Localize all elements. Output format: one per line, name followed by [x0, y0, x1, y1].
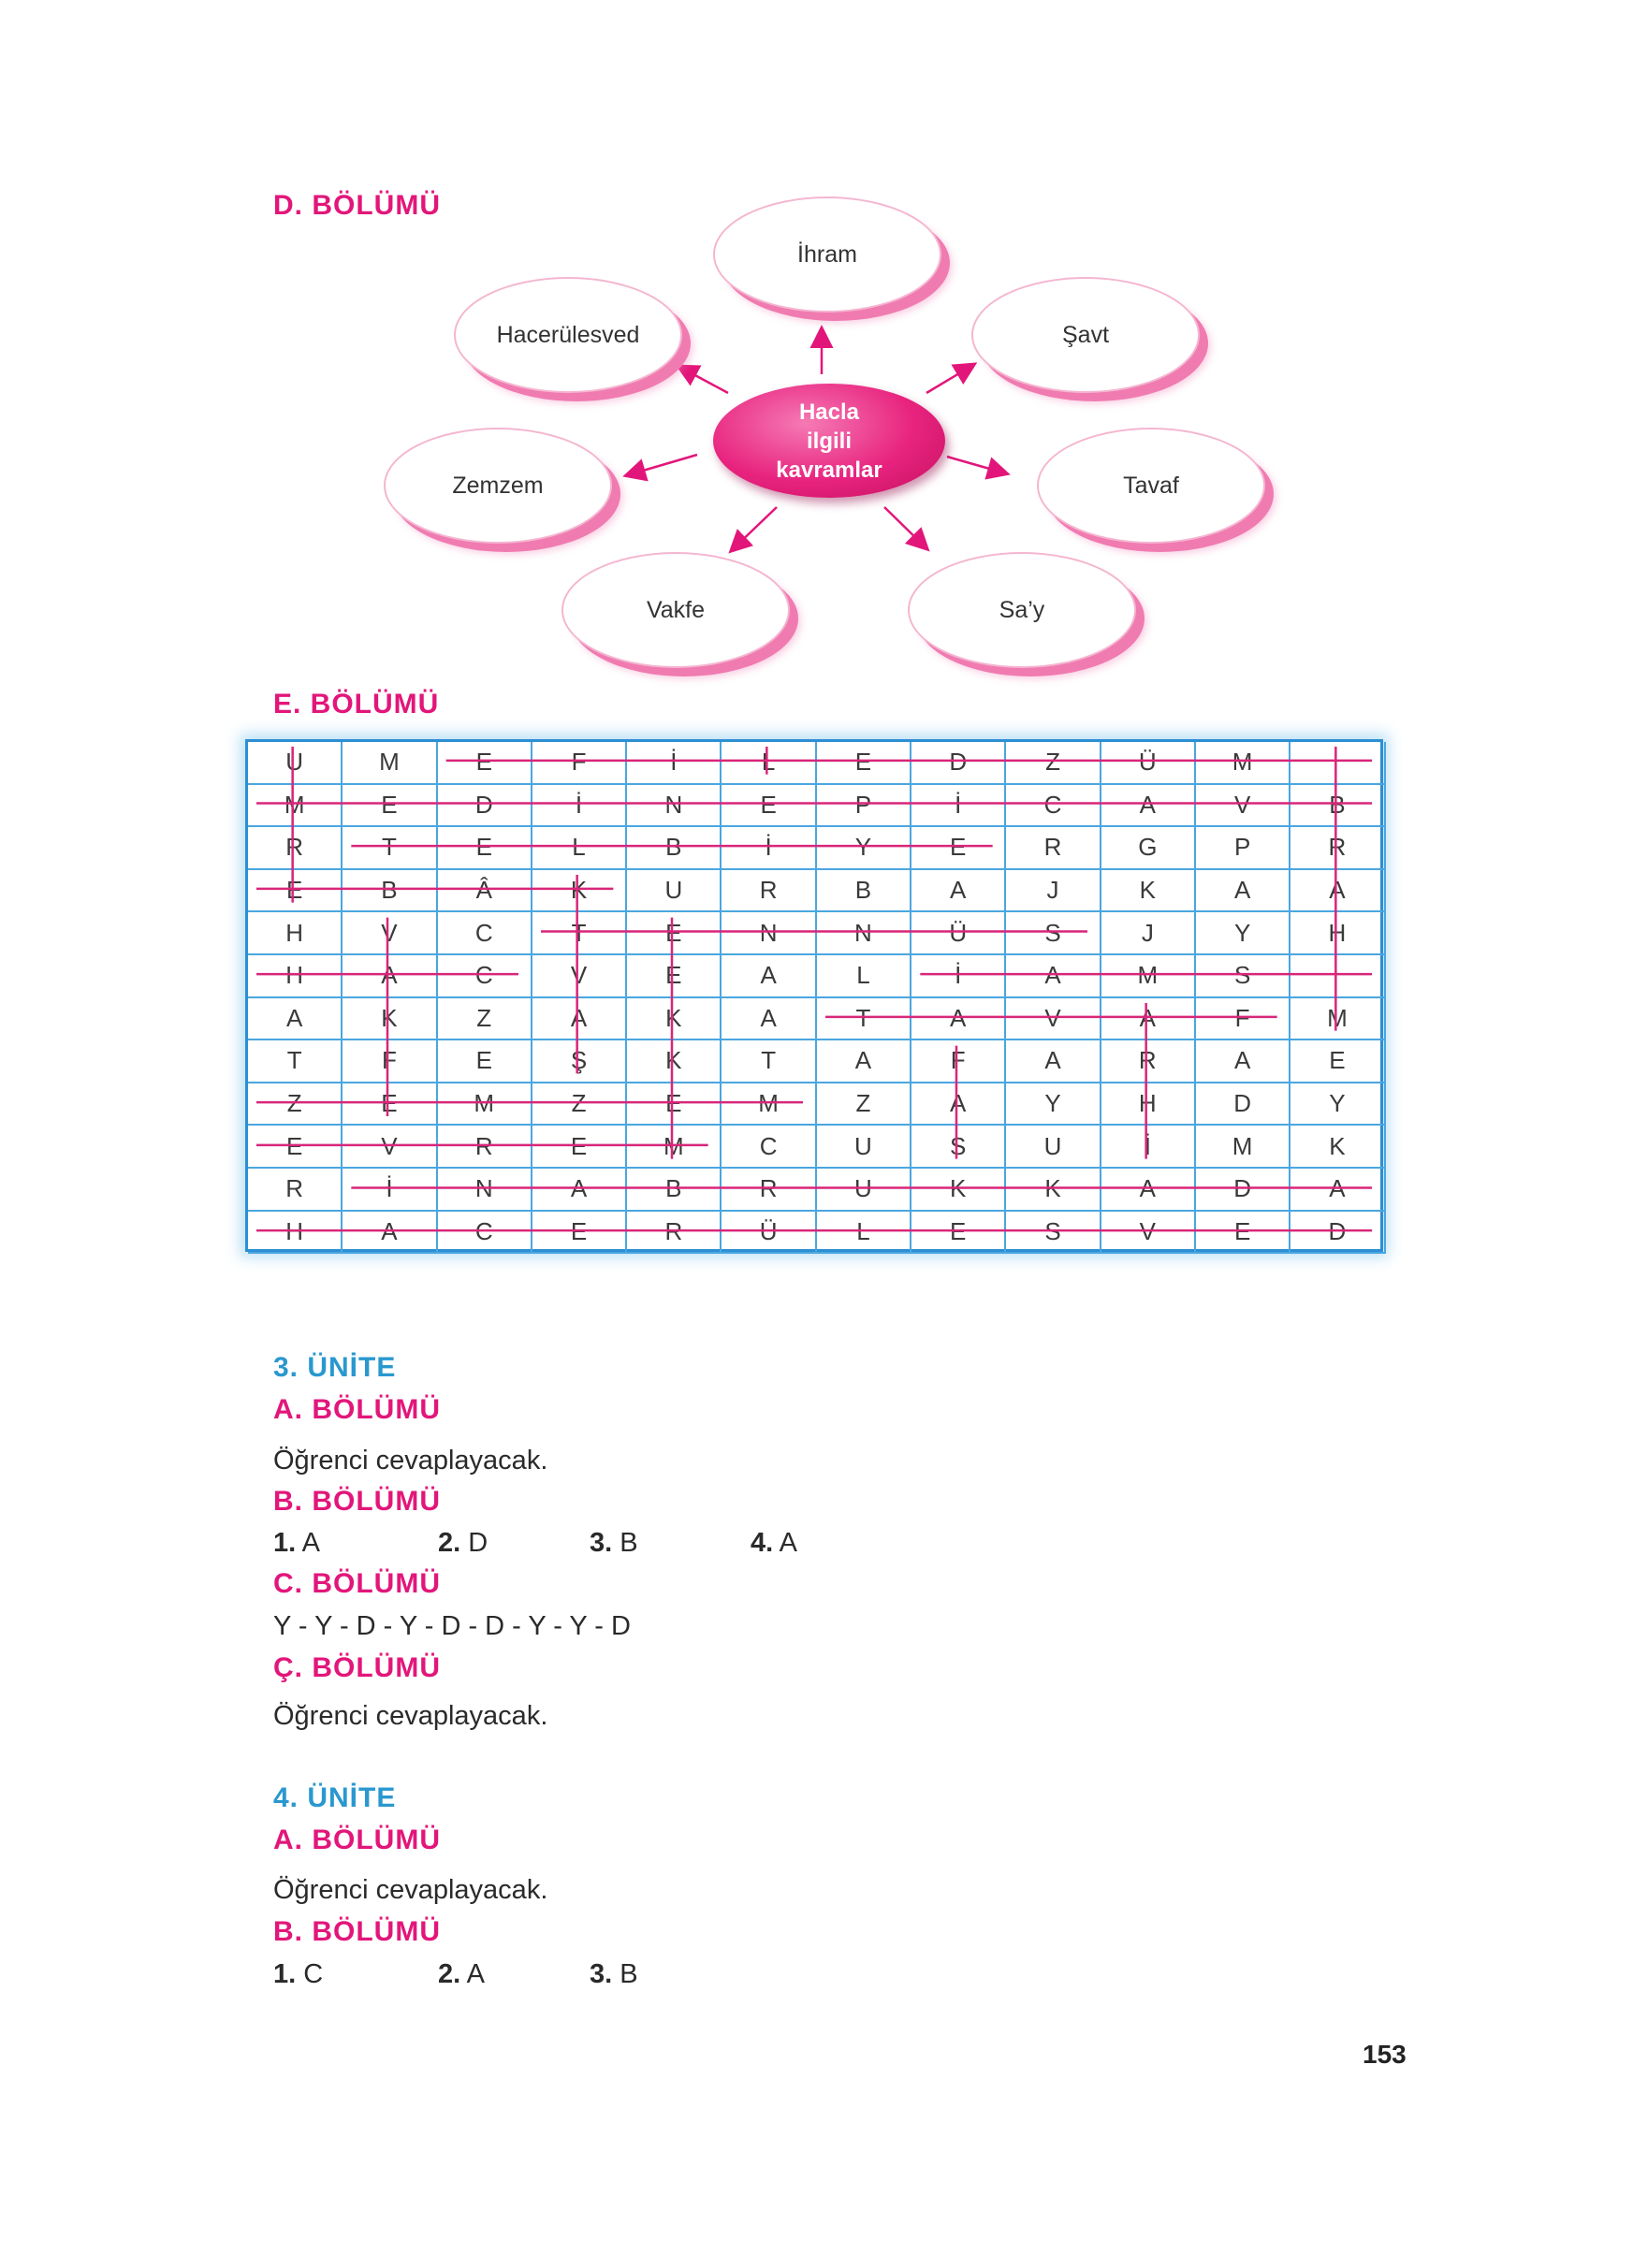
arrow-up-right: [926, 365, 973, 393]
grid-cell: M: [627, 1126, 722, 1169]
grid-cell: E: [1196, 1212, 1290, 1255]
unit-3-a-text: Öğrenci cevaplayacak.: [273, 1446, 548, 1476]
grid-cell: A: [911, 1083, 1006, 1127]
answer-value: A: [779, 1528, 797, 1558]
answer-number: 2.: [438, 1959, 461, 1989]
answer-number: 4.: [751, 1528, 774, 1558]
grid-cell: S: [911, 1126, 1006, 1169]
answer-number: 3.: [590, 1528, 613, 1558]
grid-cell: S: [1006, 912, 1101, 955]
concept-hacerulesved: [454, 277, 682, 393]
grid-cell: V: [343, 912, 437, 955]
grid-cell: [1290, 955, 1385, 998]
unit-3-cc-text: Öğrenci cevaplayacak.: [273, 1701, 548, 1731]
grid-cell: P: [1196, 827, 1290, 870]
grid-cell: E: [343, 785, 437, 828]
grid-cell: İ: [1101, 1126, 1196, 1169]
arrow-right: [947, 457, 1006, 473]
grid-cell: E: [248, 1126, 343, 1169]
grid-cell: T: [817, 998, 911, 1041]
unit-3-a-heading: A. BÖLÜMÜ: [273, 1394, 441, 1425]
grid-cell: Z: [438, 998, 532, 1041]
concept-label: Sa’y: [999, 596, 1045, 623]
grid-cell: T: [343, 827, 437, 870]
answer: [590, 1528, 638, 1559]
grid-cell: E: [438, 827, 532, 870]
grid-cell: R: [627, 1212, 722, 1255]
grid-cell: Z: [1006, 742, 1101, 785]
concept-label: Vakfe: [646, 596, 706, 623]
grid-cell: A: [248, 998, 343, 1041]
grid-cell: B: [1290, 785, 1385, 828]
grid-cell: Ü: [911, 912, 1006, 955]
grid-cell: R: [1006, 827, 1101, 870]
grid-cell: R: [248, 1169, 343, 1212]
grid-cell: M: [1290, 998, 1385, 1041]
answer-value: D: [468, 1528, 488, 1558]
grid-cell: Â: [438, 870, 532, 913]
answer: [273, 1959, 323, 1990]
grid-cell: T: [722, 1040, 816, 1083]
grid-cell: F: [911, 1040, 1006, 1083]
center-line-2: ilgili: [807, 428, 852, 454]
grid-cell: İ: [627, 742, 722, 785]
answer-value: B: [620, 1959, 638, 1989]
unit-3-cc-heading: Ç. BÖLÜMÜ: [273, 1652, 441, 1683]
grid-cell: M: [1196, 1126, 1290, 1169]
grid-cell: F: [1196, 998, 1290, 1041]
grid-cell: E: [343, 1083, 437, 1127]
grid-cell: A: [532, 998, 627, 1041]
grid-cell: B: [343, 870, 437, 913]
unit-4-heading: 4. ÜNİTE: [273, 1782, 397, 1813]
answer-number: 1.: [273, 1528, 297, 1558]
grid-cell: C: [438, 912, 532, 955]
grid-cell: B: [627, 827, 722, 870]
grid-cell: A: [1290, 870, 1385, 913]
grid-cell: A: [1101, 1169, 1196, 1212]
grid-cell: E: [532, 1212, 627, 1255]
answer-value: A: [466, 1959, 485, 1989]
grid-cell: İ: [343, 1169, 437, 1212]
concept-label: Tavaf: [1123, 472, 1179, 499]
grid-cell: R: [438, 1126, 532, 1169]
grid-cell: S: [1006, 1212, 1101, 1255]
answer: [590, 1959, 638, 1990]
grid-cell: D: [1290, 1212, 1385, 1255]
grid-cell: Z: [248, 1083, 343, 1127]
grid-cell: E: [438, 742, 532, 785]
grid-cell: K: [627, 998, 722, 1041]
grid-cell: E: [1290, 1040, 1385, 1083]
grid-cell: İ: [532, 785, 627, 828]
grid-cell: U: [1006, 1126, 1101, 1169]
grid-cell: [1290, 742, 1385, 785]
unit-4-a-text: Öğrenci cevaplayacak.: [273, 1875, 548, 1905]
grid-cell: V: [1101, 1212, 1196, 1255]
grid-cell: N: [627, 785, 722, 828]
grid-cell: R: [1101, 1040, 1196, 1083]
grid-cell: K: [1290, 1126, 1385, 1169]
grid-cell: N: [438, 1169, 532, 1212]
grid-cell: İ: [911, 955, 1006, 998]
grid-cell: E: [627, 912, 722, 955]
section-d-heading: D. BÖLÜMÜ: [273, 190, 441, 221]
concept-label: Şavt: [1061, 321, 1110, 348]
grid-cell: R: [722, 1169, 816, 1212]
grid-cell: B: [627, 1169, 722, 1212]
grid-cell: L: [817, 955, 911, 998]
grid-cell: J: [1101, 912, 1196, 955]
concept-label: İhram: [797, 240, 857, 268]
grid-cell: D: [911, 742, 1006, 785]
grid-cell: A: [1006, 955, 1101, 998]
grid-cell: H: [248, 1212, 343, 1255]
grid-cell: C: [1006, 785, 1101, 828]
concept-label: Hacerülesved: [496, 321, 640, 348]
grid-cell: C: [438, 955, 532, 998]
concept-tavaf: [1037, 428, 1265, 544]
unit-4-b-answers: [273, 1959, 928, 1993]
grid-cell: U: [248, 742, 343, 785]
grid-cell: Ş: [532, 1040, 627, 1083]
grid-cell: H: [248, 955, 343, 998]
grid-cell: M: [343, 742, 437, 785]
grid-cell: V: [532, 955, 627, 998]
concept-arrows: [0, 0, 1633, 711]
center-concept: [713, 384, 945, 498]
answer-value: B: [620, 1528, 638, 1558]
grid-cell: D: [1196, 1169, 1290, 1212]
grid-cell: V: [1006, 998, 1101, 1041]
grid-cell: E: [722, 785, 816, 828]
grid-cell: A: [722, 955, 816, 998]
grid-cell: E: [248, 870, 343, 913]
grid-cell: A: [1101, 785, 1196, 828]
grid-cell: K: [532, 870, 627, 913]
grid-cell: A: [911, 870, 1006, 913]
grid-cell: G: [1101, 827, 1196, 870]
grid-cell: F: [532, 742, 627, 785]
grid-cell: Y: [1006, 1083, 1101, 1127]
grid-cell: K: [911, 1169, 1006, 1212]
grid-cell: Ü: [722, 1212, 816, 1255]
unit-3-b-answers: [273, 1528, 928, 1562]
answer-number: 3.: [590, 1959, 613, 1989]
grid-cell: F: [343, 1040, 437, 1083]
grid-cell: Ü: [1101, 742, 1196, 785]
grid-cell: E: [532, 1126, 627, 1169]
grid-cell: K: [343, 998, 437, 1041]
unit-3-b-heading: B. BÖLÜMÜ: [273, 1486, 441, 1517]
grid-cell: A: [343, 955, 437, 998]
center-line-3: kavramlar: [776, 457, 882, 483]
grid-cell: H: [1101, 1083, 1196, 1127]
grid-cell: R: [722, 870, 816, 913]
grid-cell: E: [911, 1212, 1006, 1255]
grid-cell: T: [248, 1040, 343, 1083]
grid-cell: Z: [532, 1083, 627, 1127]
grid-cell: C: [438, 1212, 532, 1255]
unit-4-a-heading: A. BÖLÜMÜ: [273, 1825, 441, 1855]
concept-savt: [971, 277, 1200, 393]
section-e-heading: E. BÖLÜMÜ: [273, 689, 440, 720]
grid-cell: T: [532, 912, 627, 955]
grid-cell: M: [1196, 742, 1290, 785]
grid-cell: A: [817, 1040, 911, 1083]
answer-value: C: [303, 1959, 324, 1989]
concept-say: [908, 552, 1136, 668]
grid-cell: V: [1196, 785, 1290, 828]
answer: [751, 1528, 797, 1559]
grid-cell: S: [1196, 955, 1290, 998]
grid-cell: E: [438, 1040, 532, 1083]
grid-cell: K: [627, 1040, 722, 1083]
grid-cell: E: [627, 1083, 722, 1127]
grid-cell: P: [817, 785, 911, 828]
answer-value: A: [301, 1528, 320, 1558]
grid-cell: A: [722, 998, 816, 1041]
grid-cell: N: [817, 912, 911, 955]
unit-3-c-heading: C. BÖLÜMÜ: [273, 1568, 441, 1599]
arrow-down-right: [884, 507, 926, 548]
grid-cell: M: [1101, 955, 1196, 998]
page-number: 153: [1363, 2040, 1407, 2069]
grid-cell: A: [1006, 1040, 1101, 1083]
grid-cell: C: [722, 1126, 816, 1169]
concept-zemzem: [384, 428, 612, 544]
grid-cell: E: [627, 955, 722, 998]
grid-cell: A: [1290, 1169, 1385, 1212]
grid-cell: A: [343, 1212, 437, 1255]
grid-cell: U: [627, 870, 722, 913]
arrow-down-left: [732, 507, 777, 550]
arrow-left: [627, 455, 697, 475]
answer-number: 1.: [273, 1959, 297, 1989]
answer-number: 2.: [438, 1528, 461, 1558]
center-line-1: Hacla: [798, 399, 860, 425]
word-search-grid: [245, 739, 1383, 1252]
grid-cell: U: [817, 1169, 911, 1212]
grid-cell: H: [1290, 912, 1385, 955]
grid-cell: Z: [817, 1083, 911, 1127]
unit-3-c-text: Y - Y - D - Y - D - D - Y - Y - D: [273, 1611, 631, 1641]
grid-cell: E: [911, 827, 1006, 870]
grid-cell: K: [1006, 1169, 1101, 1212]
grid-cell: R: [248, 827, 343, 870]
grid-cell: L: [722, 742, 816, 785]
grid-cell: A: [1101, 998, 1196, 1041]
grid-cell: A: [532, 1169, 627, 1212]
grid-cell: K: [1101, 870, 1196, 913]
grid-cell: M: [722, 1083, 816, 1127]
grid-cell: Y: [1196, 912, 1290, 955]
grid-cell: E: [817, 742, 911, 785]
grid-cell: J: [1006, 870, 1101, 913]
grid-cell: M: [248, 785, 343, 828]
concept-vakfe: [561, 552, 790, 668]
grid-cell: L: [817, 1212, 911, 1255]
concept-label: Zemzem: [452, 472, 544, 499]
grid-cell: A: [1196, 1040, 1290, 1083]
grid-cell: A: [1196, 870, 1290, 913]
word-search-puzzle: [245, 739, 1383, 1252]
grid-cell: B: [817, 870, 911, 913]
grid-cell: M: [438, 1083, 532, 1127]
grid-cell: A: [911, 998, 1006, 1041]
unit-4-b-heading: B. BÖLÜMÜ: [273, 1916, 441, 1947]
answer: [438, 1528, 488, 1559]
grid-cell: H: [248, 912, 343, 955]
answer: [438, 1959, 485, 1990]
concept-ihram: [713, 196, 941, 313]
grid-cell: N: [722, 912, 816, 955]
grid-cell: Y: [1290, 1083, 1385, 1127]
grid-cell: Y: [817, 827, 911, 870]
grid-cell: U: [817, 1126, 911, 1169]
grid-cell: D: [438, 785, 532, 828]
answer: [273, 1528, 320, 1559]
grid-cell: D: [1196, 1083, 1290, 1127]
grid-cell: İ: [911, 785, 1006, 828]
unit-3-heading: 3. ÜNİTE: [273, 1352, 397, 1383]
grid-cell: V: [343, 1126, 437, 1169]
arrow-up-left: [679, 367, 728, 393]
grid-cell: İ: [722, 827, 816, 870]
grid-cell: L: [532, 827, 627, 870]
grid-cell: R: [1290, 827, 1385, 870]
